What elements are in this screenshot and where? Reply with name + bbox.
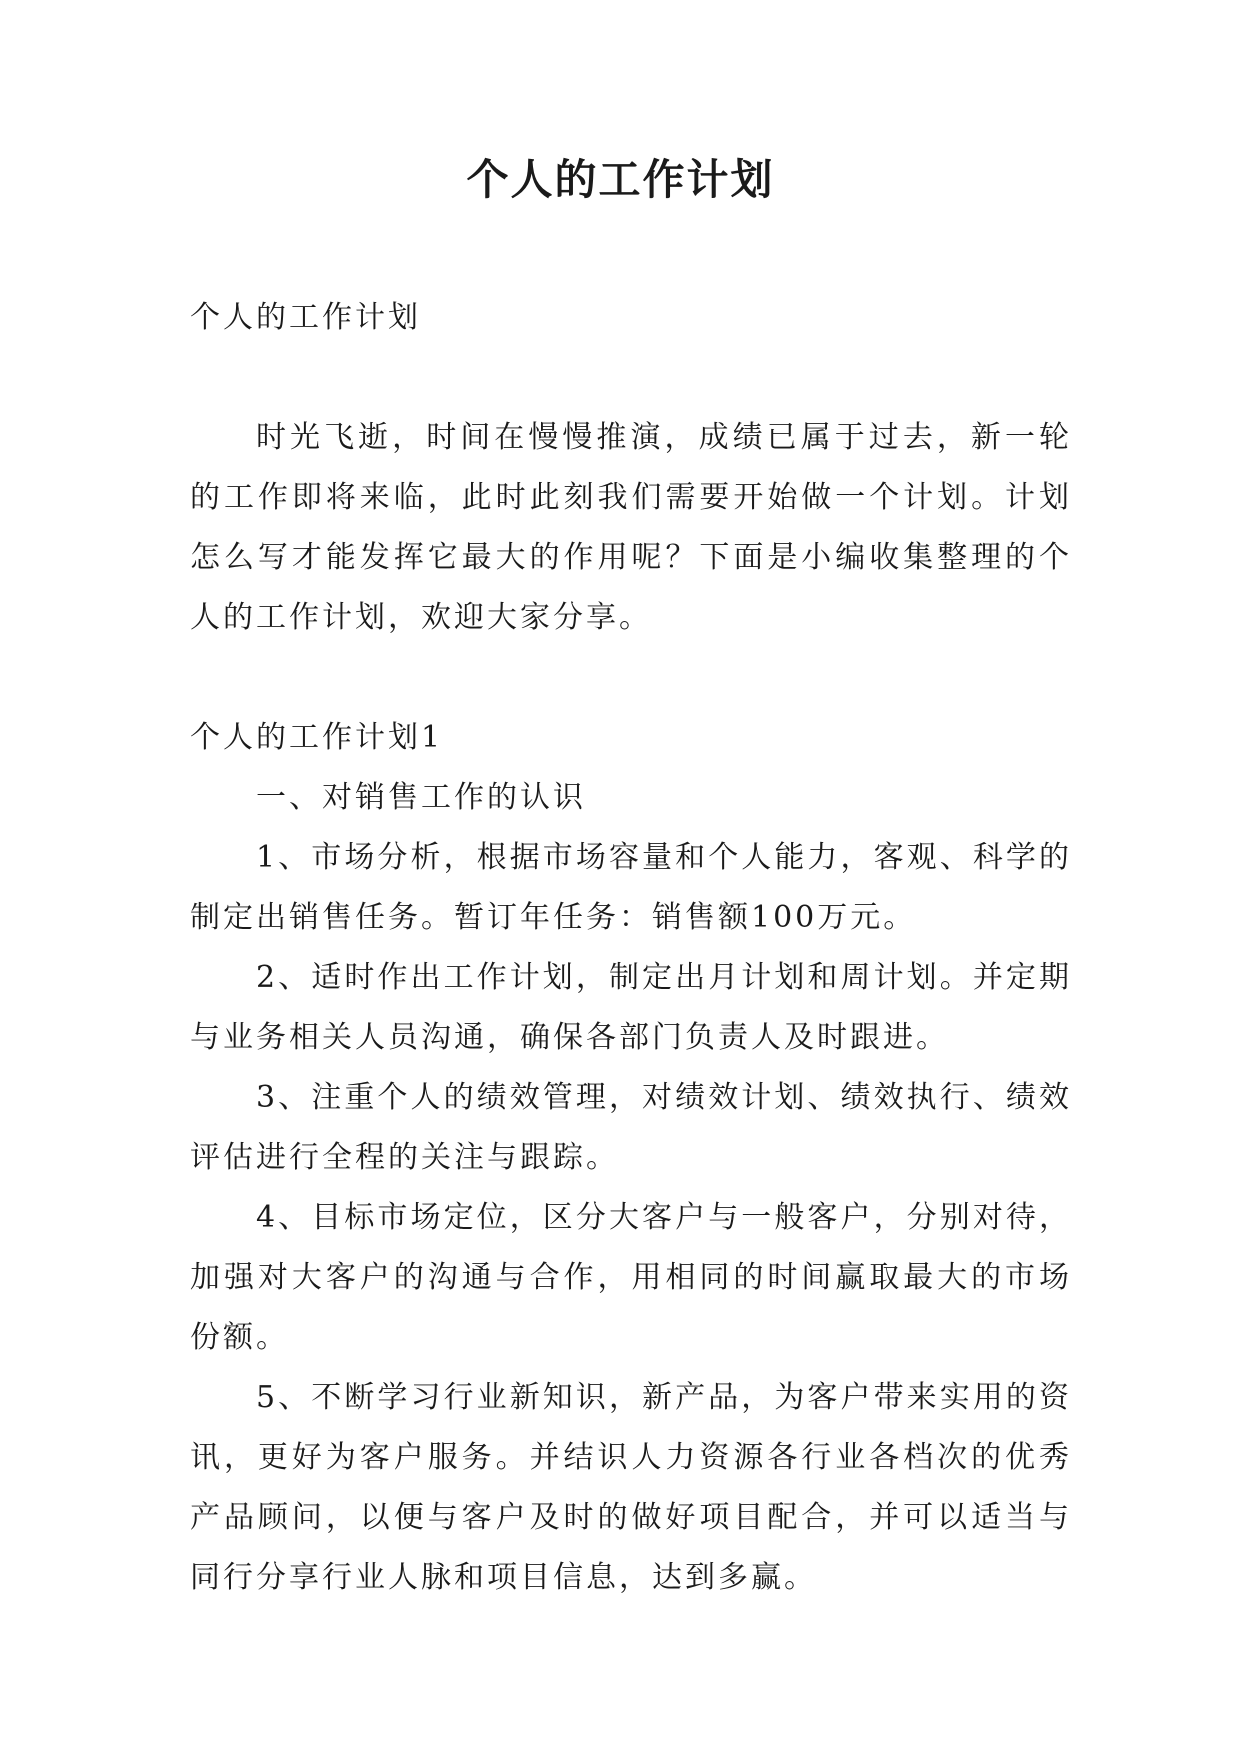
document-title: 个人的工作计划 xyxy=(466,155,775,204)
list-item: 4、目标市场定位，区分大客户与一般客户，分别对待，加强对大客户的沟通与合作，用相同的时间赢取最大的市场份额。 xyxy=(190,1200,1072,1355)
list-item: 3、注重个人的绩效管理，对绩效计划、绩效执行、绩效评估进行全程的关注与跟踪。 xyxy=(190,1080,1072,1175)
section-title: 个人的工作计划1 xyxy=(190,720,444,755)
list-item: 5、不断学习行业新知识，新产品，为客户带来实用的资讯，更好为客户服务。并结识人力资源各行业各档次的优秀产品顾问，以便与客户及时的做好项目配合，并可以适当与同行分享行业人脉和项目信息，达到多赢。 xyxy=(190,1380,1072,1595)
list-item: 2、适时作出工作计划，制定出月计划和周计划。并定期与业务相关人员沟通，确保各部门负责人及时跟进。 xyxy=(190,960,1072,1055)
document-subtitle: 个人的工作计划 xyxy=(190,300,421,335)
list-item: 1、市场分析，根据市场容量和个人能力，客观、科学的制定出销售任务。暂订年任务：销售额100万元。 xyxy=(190,840,1072,935)
intro-paragraph: 时光飞逝，时间在慢慢推演，成绩已属于过去，新一轮的工作即将来临，此时此刻我们需要开始做一个计划。计划怎么写才能发挥它最大的作用呢？下面是小编收集整理的个人的工作计划，欢迎大家分享。 xyxy=(190,420,1072,635)
section-heading: 一、对销售工作的认识 xyxy=(256,780,586,815)
document-body xyxy=(190,288,1072,1608)
